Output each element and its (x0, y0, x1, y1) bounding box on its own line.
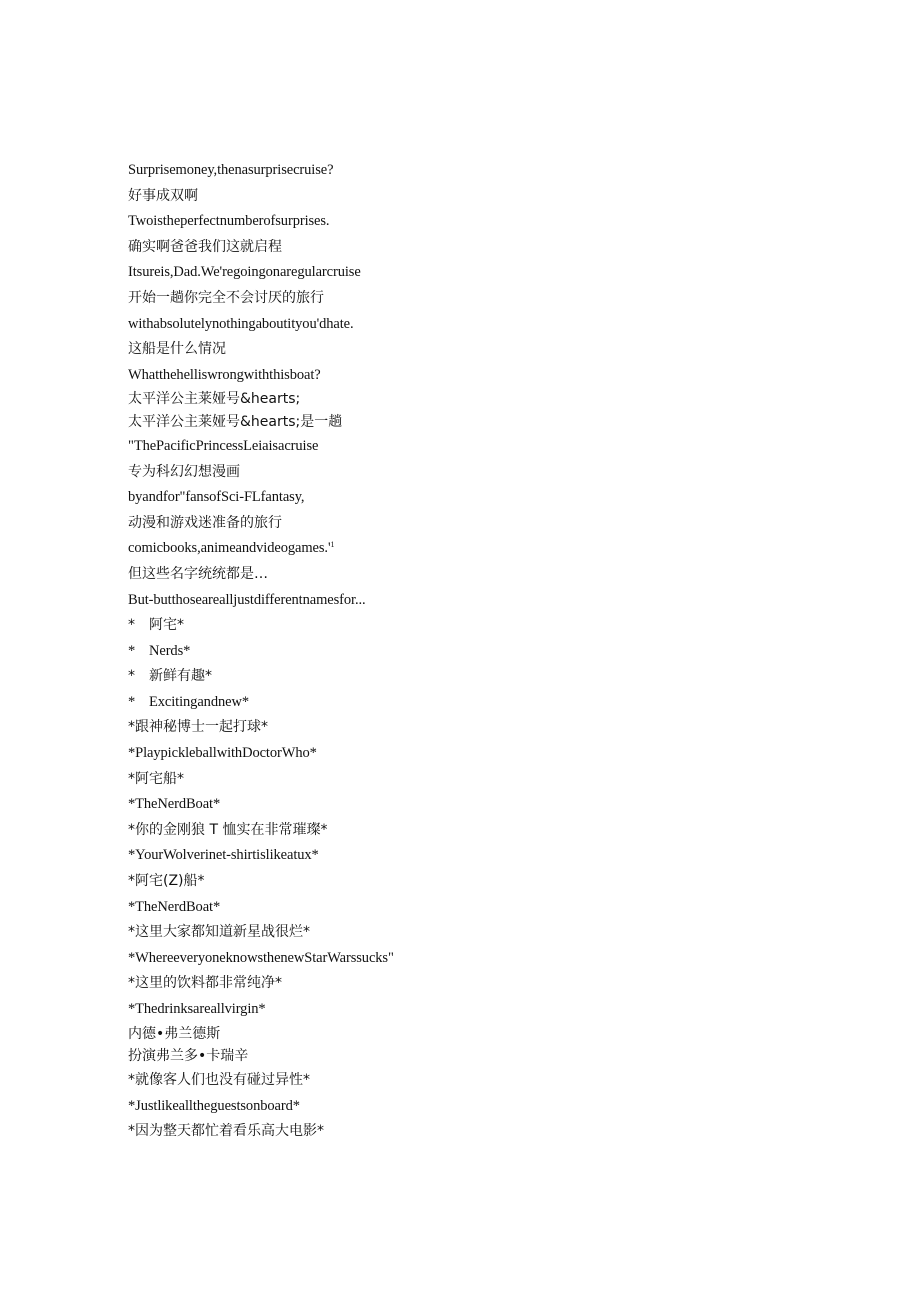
text-line: *你的金刚狼 T 恤实在非常璀璨* (128, 821, 328, 838)
text-line: Whatthehelliswrongwiththisboat? (128, 366, 321, 383)
bullet-line (128, 690, 848, 716)
text-line (128, 536, 848, 562)
text-line-content: comicbooks,animeandvideogames.' (128, 540, 331, 557)
text-line: 开始一趟你完全不会讨厌的旅行 (128, 289, 324, 306)
text-line: Surprisemoney,thenasurprisecruise? (128, 162, 334, 178)
text-line: 但这些名字统统都是… (128, 565, 268, 582)
bullet-text: 阿宅* (149, 617, 184, 634)
bullet-line (128, 639, 848, 665)
text-line: *WhereeveryoneknowsthenewStarWarssucks" (128, 949, 394, 966)
text-line: *YourWolverinet-shirtislikeatux* (128, 847, 319, 864)
subtitle-text-block (128, 158, 848, 1145)
text-line: *Thedrinksareallvirgin* (128, 1001, 266, 1017)
text-line: *因为整天都忙着看乐高大电影* (128, 1123, 324, 1140)
text-line: 专为科幻幻想漫画 (128, 463, 240, 480)
bullet-text: 新鲜有趣* (149, 668, 212, 685)
text-line: But-butthosearealljustdifferentnamesfor... (128, 591, 366, 608)
text-line: *跟神秘博士一起打球* (128, 719, 268, 736)
text-line: withabsolutelynothingaboutityou'dhate. (128, 315, 354, 332)
bullet-text: Excitingandnew* (149, 693, 249, 710)
text-line: *TheNerdBoat* (128, 796, 221, 813)
text-line: Twoistheperfectnumberofsurprises. (128, 213, 330, 230)
text-line: 这船是什么情况 (128, 341, 226, 358)
text-line: byandfor"fansofSci-FLfantasy, (128, 489, 305, 506)
bullet-line (128, 664, 848, 690)
text-line: 好事成双啊 (128, 187, 198, 204)
text-line: *PlaypickleballwithDoctorWho* (128, 745, 317, 762)
bullet-text: Nerds* (149, 642, 191, 659)
text-line: Itsureis,Dad.We'regoingonaregularcruise (128, 264, 361, 281)
text-line: 太平洋公主莱娅号&hearts;是一趟 (128, 414, 343, 431)
text-line: *这里的饮料都非常纯净* (128, 975, 282, 992)
bullet-line (128, 613, 848, 639)
text-line: *Justlikealltheguestsonboard* (128, 1097, 300, 1114)
text-line: *阿宅(Z)船* (128, 873, 205, 890)
bullet-marker: * (128, 617, 135, 634)
text-line: *这里大家都知道新星战很烂* (128, 924, 310, 941)
text-line: 扮演弗兰多•卡瑞辛 (128, 1048, 249, 1065)
text-line: 确实啊爸爸我们这就启程 (128, 238, 282, 255)
text-line: *TheNerdBoat* (128, 898, 221, 915)
text-line: 内德•弗兰德斯 (128, 1025, 221, 1042)
bullet-marker: * (128, 693, 136, 710)
text-line: "ThePacificPrincessLeiaisacruise (128, 437, 319, 454)
text-line: 动漫和游戏迷准备的旅行 (128, 514, 282, 531)
bullet-marker: * (128, 642, 136, 659)
text-line: *阿宅船* (128, 770, 184, 787)
footnote-marker: 1 (330, 540, 335, 550)
text-line: 太平洋公主莱娅号&hearts; (128, 391, 301, 408)
text-line: *就像客人们也没有碰过异性* (128, 1072, 310, 1089)
bullet-marker: * (128, 668, 135, 685)
